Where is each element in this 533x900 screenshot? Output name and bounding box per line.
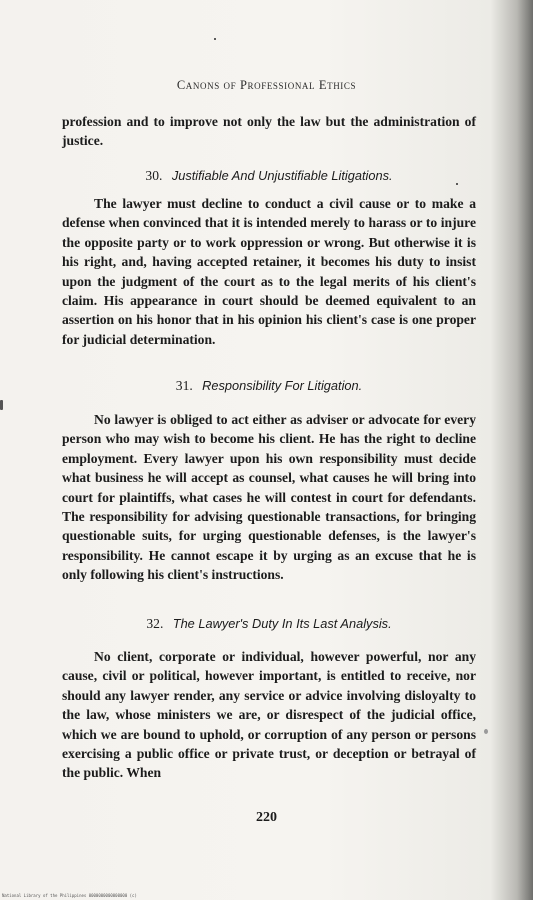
section-number: 32. (146, 616, 164, 631)
continuation-paragraph (62, 112, 476, 151)
section-text: No lawyer is obliged to act either as adviser or advocate for every person who may wish to become his client. He has the right to decline employment. Every lawyer upon his own responsibility must decide what business he will accept as counsel, what causes he will bring into court for plaintiffs, what cases he will contest in court for defendants. The responsibility for advising questionable transactions, for bringing questionable suits, for urging questionable defenses, is the lawyer's responsibility. He cannot escape it by urging as an excuse that he is only following his client's instructions. (62, 412, 476, 583)
section-body-30 (62, 194, 476, 349)
section-text: No client, corporate or individual, however powerful, nor any cause, civil or political, however important, is entitled to receive, nor should any lawyer render, any service or advice involving disloyalty to the law, whose ministers we are, or disrespect of the judicial office, which we are bound to uphold, or corruption of any person or persons exercising a public office or private trust, or deception or betrayal of the public. When (62, 649, 476, 781)
paper-speck (456, 183, 458, 185)
section-body-31 (62, 410, 476, 585)
section-text: The lawyer must decline to conduct a civil cause or to make a defense when convinced that it is intended merely to harass or to injure the opposite party or to work oppression or wrong. But otherwise it is his right, and, having accepted retainer, it becomes his duty to insist upon the judgment of the court as to the legal merits of his client's claim. His appearance in court should be deemed equivalent to an assertion on his honor that in his opinion his client's case is one proper for judicial determination. (62, 196, 476, 347)
running-head: Canons of Professional Ethics (176, 78, 357, 92)
section-title: The Lawyer's Duty In Its Last Analysis. (172, 616, 392, 631)
section-title: Justifiable And Unjustifiable Litigations. (171, 168, 393, 183)
paper-speck (0, 400, 3, 410)
page-number: 220 (256, 810, 277, 825)
section-number: 30. (145, 168, 163, 183)
section-body-32 (62, 647, 476, 783)
section-heading-31 (62, 378, 476, 394)
paper-speck (214, 38, 216, 40)
section-title: Responsibility For Litigation. (202, 378, 363, 393)
section-heading-30 (62, 168, 476, 184)
paper-speck (484, 729, 488, 734)
scan-footer: National Library of the Philippines 0000000000000000 (c) (2, 893, 137, 898)
section-number: 31. (175, 378, 193, 393)
section-heading-32 (62, 616, 476, 632)
continuation-text: profession and to improve not only the law but the administration of justice. (62, 114, 476, 149)
